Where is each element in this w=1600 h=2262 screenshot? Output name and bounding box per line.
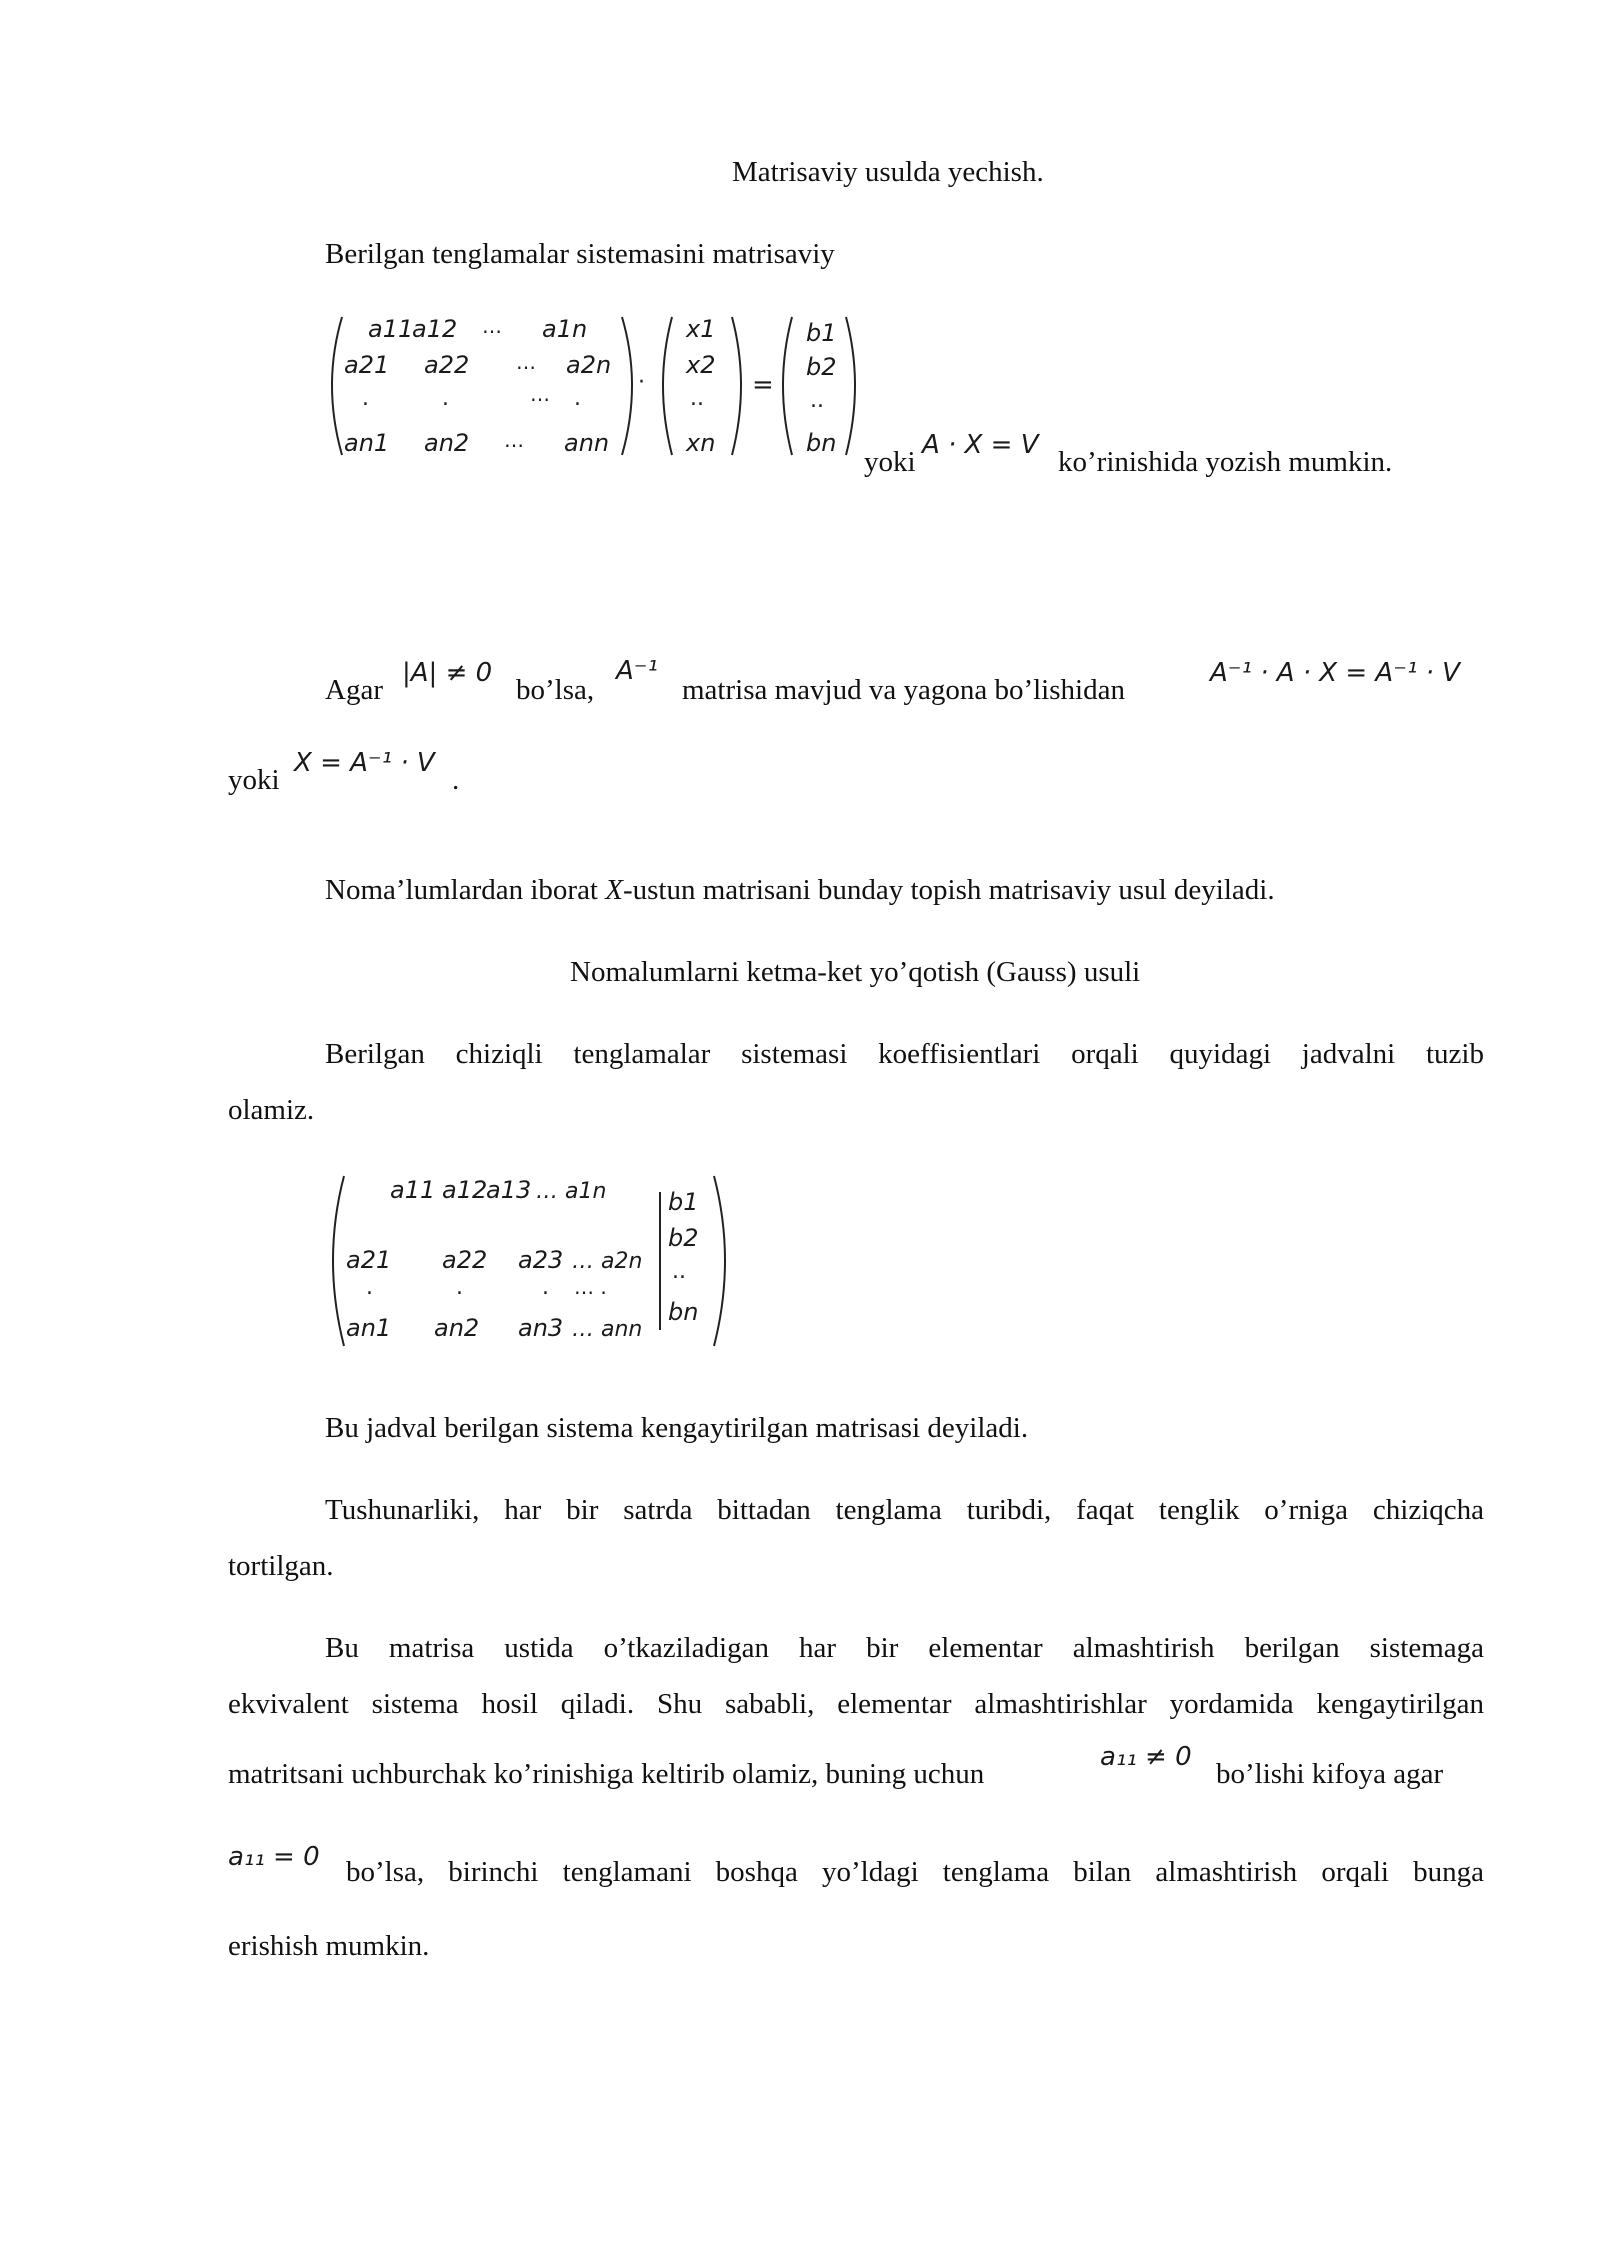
text-line: bo’lsa, birinchi tenglamani boshqa yo’ldagi tenglama bilan almashtirish orqali bunga	[346, 1856, 1484, 1888]
inverse-a: A⁻¹	[616, 656, 658, 686]
aug-b-cell: b2	[668, 1224, 699, 1252]
period: .	[452, 764, 460, 796]
aug-cell: a22	[442, 1246, 488, 1274]
condition-a11-zero: a₁₁ = 0	[228, 1842, 320, 1872]
right-paren-a	[622, 317, 632, 455]
section-title-matrix-method: Matrisaviy usulda yechish.	[732, 156, 1044, 188]
aug-cell: a23	[518, 1246, 564, 1274]
matrix-cell: a12	[412, 315, 458, 343]
text-line: bo’lishi kifoya agar	[1216, 1758, 1444, 1790]
text-line: matritsani uchburchak ko’rinishiga keltirib olamiz, buning uchun	[228, 1758, 985, 1790]
text-line: Tushunarliki, har bir satrda bittadan tenglama turibdi, faqat tenglik o’rniga chiziqcha	[325, 1494, 1484, 1526]
text-line: ekvivalent sistema hosil qiladi. Shu sababli, elementar almashtirishlar yordamida kengaytirilgan	[228, 1688, 1484, 1720]
matrix-cell: an1	[344, 429, 390, 457]
x-vector-cell: xn	[686, 429, 716, 457]
x-vector-cell: ..	[690, 386, 704, 411]
aug-cell: an1	[346, 1314, 392, 1342]
right-paren-b	[846, 317, 855, 455]
matrix-cell: …	[516, 350, 536, 374]
b-vector-cell: b1	[806, 319, 837, 347]
augmented-matrix-image	[322, 1168, 732, 1354]
agar-label: Agar	[325, 674, 383, 706]
text-line: erishish mumkin.	[228, 1930, 430, 1962]
matrix-cell: a1n	[542, 315, 588, 343]
condition-a11-not-zero: a₁₁ ≠ 0	[1100, 1742, 1192, 1772]
aug-b-cell: b1	[668, 1188, 699, 1216]
matrix-cell: a11	[368, 315, 414, 343]
aug-cell: .	[456, 1275, 463, 1300]
equation-inverse: A⁻¹ · A · X = A⁻¹ · V	[1210, 658, 1460, 688]
aug-cell: … .	[574, 1275, 607, 1299]
x-vector-cell: x1	[686, 315, 716, 343]
matrix-equation-image	[320, 305, 865, 465]
text-line: olamiz.	[228, 1094, 315, 1126]
aug-b-cell: bn	[668, 1298, 699, 1326]
aug-cell: .	[542, 1275, 549, 1300]
paragraph-bu-matrisa	[228, 1634, 1484, 1746]
aug-cell: a12	[442, 1176, 488, 1204]
right-paren-aug	[714, 1176, 725, 1346]
matrix-cell: .	[362, 386, 369, 411]
matrix-cell: .	[574, 386, 581, 411]
left-paren-x	[663, 317, 672, 455]
matrix-cell: .	[442, 386, 449, 411]
aug-cell: a13	[486, 1176, 532, 1204]
aug-cell: … a2n	[572, 1249, 643, 1274]
matrix-cell: an2	[424, 429, 470, 457]
right-paren-x	[732, 317, 741, 455]
aug-cell: a11	[390, 1176, 436, 1204]
paragraph-after-equation: ko’rinishida yozish mumkin.	[1058, 446, 1393, 478]
left-paren-a	[332, 317, 342, 455]
equation-ax-v: A · X = V	[922, 430, 1039, 460]
multiply-dot: ·	[638, 370, 645, 395]
paragraph-tushun	[228, 1496, 1484, 1552]
text-line: tortilgan.	[228, 1550, 334, 1582]
b-vector-cell: ..	[810, 388, 824, 413]
paragraph-kengay: Bu jadval berilgan sistema kengaytirilgan matrisasi deyiladi.	[325, 1412, 1029, 1444]
b-vector-cell: b2	[806, 353, 837, 381]
left-paren-b	[783, 317, 792, 455]
yoki-label: yoki	[864, 446, 916, 478]
aug-cell: a21	[346, 1246, 392, 1274]
x-vector-cell: x2	[686, 351, 716, 379]
aug-b-cell: ..	[672, 1259, 686, 1284]
section-title-gauss: Nomalumlarni ketma-ket yo’qotish (Gauss) usuli	[570, 956, 1141, 988]
matrisa-text: matrisa mavjud va yagona bo’lishidan	[682, 674, 1125, 706]
equals-sign: =	[752, 370, 774, 400]
paragraph-noma: Noma’lumlardan iborat X-ustun matrisani bunday topish matrisaviy usul deyiladi.	[325, 874, 1275, 906]
text-line: Bu matrisa ustida o’tkaziladigan har bir elementar almashtirish berilgan sistemaga	[325, 1632, 1484, 1664]
aug-cell: an3	[518, 1314, 564, 1342]
matrix-cell: …	[530, 382, 550, 406]
matrix-cell: a2n	[566, 351, 612, 379]
yoki-label-2: yoki	[228, 764, 280, 796]
bolsa-label: bo’lsa,	[516, 674, 595, 706]
aug-cell: … a1n	[536, 1179, 607, 1204]
matrix-cell: …	[482, 314, 502, 338]
left-paren-aug	[333, 1176, 344, 1346]
paragraph-gauss-intro	[228, 1040, 1484, 1096]
aug-cell: … ann	[572, 1317, 643, 1342]
aug-cell: an2	[434, 1314, 480, 1342]
paragraph-bu-matrisa-cont	[346, 1858, 1484, 1914]
equation-solution: X = A⁻¹ · V	[294, 748, 435, 778]
matrix-cell: a21	[344, 351, 390, 379]
b-vector-cell: bn	[806, 429, 837, 457]
matrix-cell: ann	[564, 429, 610, 457]
paragraph-intro: Berilgan tenglamalar sistemasini matrisaviy	[325, 238, 835, 270]
aug-cell: .	[366, 1275, 373, 1300]
matrix-cell: a22	[424, 351, 470, 379]
matrix-cell: …	[504, 428, 524, 452]
text-line: Berilgan chiziqli tenglamalar sistemasi koeffisientlari orqali quyidagi jadvalni tuzib	[325, 1038, 1484, 1070]
determinant-condition: |A| ≠ 0	[402, 658, 493, 688]
